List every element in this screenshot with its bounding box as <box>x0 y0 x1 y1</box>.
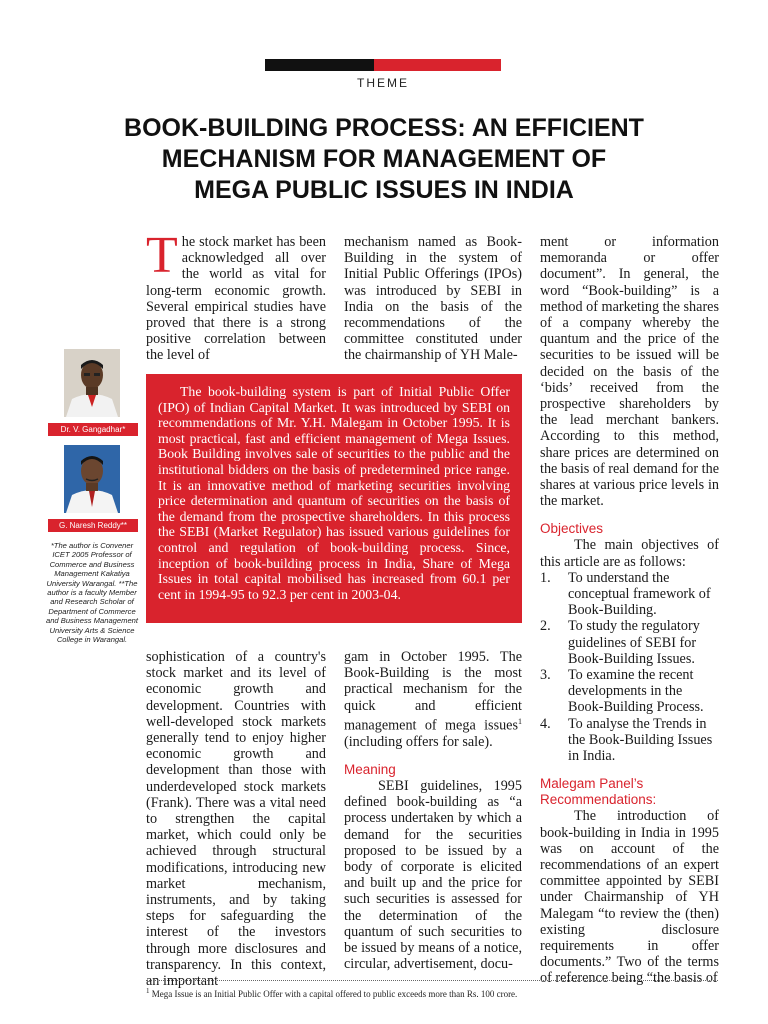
intro-text-2: mechanism named as Book-Building in the system of Initial Public Offerings (IPOs) was introduced by SEBI in India on the basis of the recommendations of the committee constituted under the chairmanship of YH Male- <box>344 234 522 364</box>
author-bio: *The author is Convener ICET 2005 Professor of Commerce and Business Management Kakatiya University Warangal. **The author is a faculty Member and Research Scholar of Department of Commerce and Business Management University Arts & Science College in Warangal. <box>45 541 139 645</box>
intro-column-1 <box>146 227 326 364</box>
body-column-3 <box>540 234 719 987</box>
footnote <box>146 986 718 1000</box>
malegam-text: The introduction of book-building in India in 1995 was on account of the recommendations of an expert committee appointed by SEBI under Chairmanship of YH Malegam “to review the (then) existing disclosure requirements in offer documents.” Two of the terms of reference being “the basis of <box>540 808 719 987</box>
body-text-2-main: gam in October 1995. The Book-Building is the most practical mechanism for the quick and efficient management of mega issues <box>344 649 522 734</box>
body-text-1: sophistication of a country's stock market and its level of economic growth and development. Countries with well-developed stock markets generally tend to enjoy higher economic growth and development than those with underdeveloped stock markets (Frank). There was a vital need to strengthen the capital market, which could only be achieved through structural modifications, introducing new market mechanism, instruments, and by taking steps for safeguarding the interest of the investors through more disclosures and transparency. In this context, an important <box>146 649 326 990</box>
header-bar-red <box>374 59 501 71</box>
article-title <box>80 113 688 206</box>
header-bar-black <box>265 59 374 71</box>
title-line-3: MEGA PUBLIC ISSUES IN INDIA <box>194 176 574 204</box>
objectives-heading: Objectives <box>540 521 604 537</box>
section-label: THEME <box>357 76 409 90</box>
author-caption-1: Dr. V. Gangadhar* <box>48 423 138 436</box>
meaning-heading: Meaning <box>344 761 396 777</box>
malegam-heading: Malegam Panel’s Recommendations: <box>540 776 657 808</box>
meaning-text: SEBI guidelines, 1995 defined book-building as “a process undertaken by which a demand for the securities proposed to be issued by a body of corporate is elicited and built up and the price for such securities is assessed for the determination of the quantum of such securities to be issued by means of a notice, circular, advertisement, docu- <box>344 777 522 973</box>
list-item: 3. To examine the recent developments in the Book-Building Process. <box>540 667 704 716</box>
body-text-2-end: (including offers for sale). <box>344 733 493 750</box>
author-caption-2: G. Naresh Reddy** <box>48 519 138 532</box>
author-photo-1 <box>64 349 120 417</box>
portrait-icon <box>64 445 120 513</box>
col3-para-1: ment or information memoranda or offer document”. In general, the word “Book-building” is a method of marketing the shares of a company whereby the quantum and the price of the securities to be issued will be decided on the basis of the ‘bids’ received from the prospective shareholders by the lead merchant bankers. According to this method, share prices are determined on the basis of real demand for the shares at various price levels in the market. <box>540 234 719 510</box>
portrait-icon <box>64 349 120 417</box>
highlight-text: The book-building system is part of Initial Public Offer (IPO) of Indian Capital Market. It was introduced by SEBI on recommendations of Mr. Y.H. Malegam in October 1995. It is most practical, fast and efficient management of Mega Issues. Book Building involves sale of securities to the public and the institutional bidders on the basis of predetermined price range. It is an innovative method of marketing securities involving price determination and quantum of securities on the basis of the demand from the prospective shareholders. In this process the SEBI (Market Regulator) has issued various guidelines for control and regulation of book-building process. Since, inception of book-building process in India, Share of Mega Issues in total capital mobilised has increased from 60.1 per cent in 1994-95 to 92.3 per cent in 2003-04. <box>158 384 510 602</box>
objectives-intro: The main objectives of this article are as follows: <box>540 537 719 570</box>
footnote-number: 1 <box>146 987 150 995</box>
list-item: 1. To understand the conceptual framework of Book-Building. <box>540 569 711 619</box>
footnote-ref: 1 <box>518 716 522 726</box>
title-line-2: MECHANISM FOR MANAGEMENT OF <box>161 145 607 173</box>
intro-column-2 <box>344 234 522 364</box>
list-item: 2. To study the regulatory guidelines of SEBI for Book-Building Issues. <box>540 618 700 667</box>
drop-cap: T <box>146 227 178 284</box>
list-item: 4. To analyse the Trends in the Book-Building Issues in India. <box>540 715 713 765</box>
title-line-1: BOOK-BUILDING PROCESS: AN EFFICIENT <box>124 114 644 142</box>
body-text-2 <box>344 649 522 750</box>
author-photo-2 <box>64 445 120 513</box>
objectives-list <box>540 570 719 764</box>
body-column-1 <box>146 649 326 989</box>
footnote-divider <box>146 980 718 981</box>
highlight-box <box>146 374 522 623</box>
body-column-2 <box>344 649 522 972</box>
intro-text-1: he stock market has been acknowledged all over the world as vital for long-term economic growth. Several empirical studies have proved that there is a strong positive correlation between the level of <box>146 234 326 364</box>
footnote-text: Mega Issue is an Initial Public Offer with a capital offered to public exceeds more than Rs. 100 crore. <box>149 989 518 999</box>
